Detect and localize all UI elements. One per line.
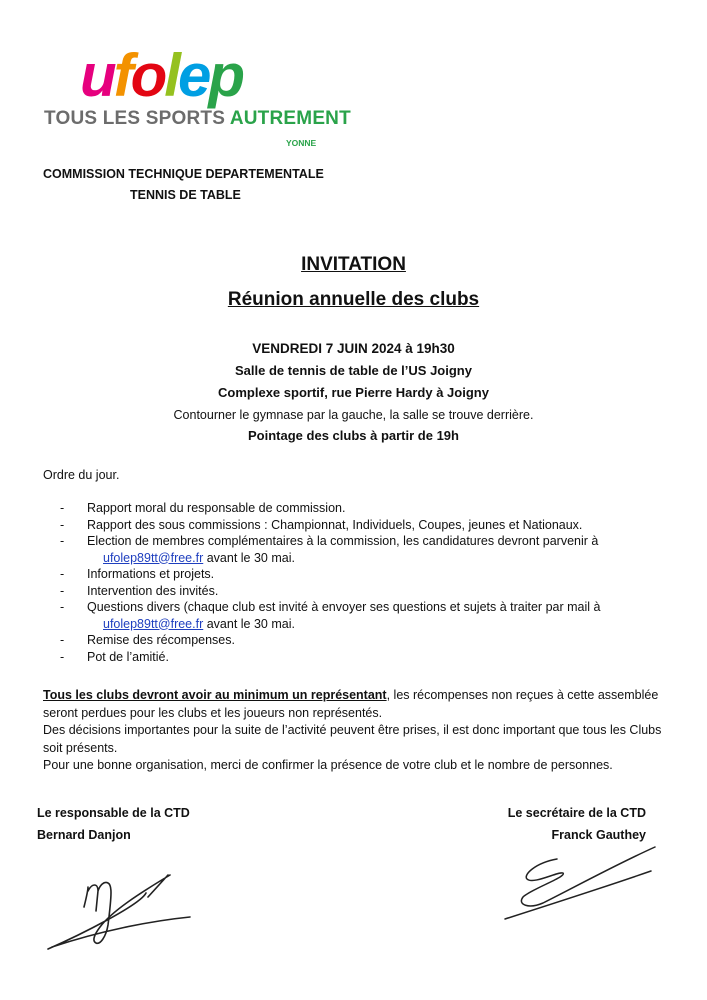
bullet-dash: - xyxy=(60,583,65,598)
meeting-title: Réunion annuelle des clubs xyxy=(227,289,480,310)
bullet-dash: - xyxy=(60,517,65,532)
commission-title: COMMISSION TECHNIQUE DEPARTEMENTALE xyxy=(43,167,324,181)
left-signatory-name: Bernard Danjon xyxy=(37,828,131,842)
agenda-item-text: Rapport moral du responsable de commission. xyxy=(87,501,346,515)
agenda-item xyxy=(60,500,660,517)
agenda-item xyxy=(60,649,660,666)
invitation-title: INVITATION xyxy=(301,254,406,275)
notice-line-1 xyxy=(43,687,663,722)
agenda-item xyxy=(60,566,660,583)
svg-text:ufolep: ufolep xyxy=(80,44,242,109)
agenda-item xyxy=(60,599,660,616)
handwritten-signature-right xyxy=(495,843,660,923)
agenda-item-text: Remise des récompenses. xyxy=(87,633,235,647)
handwritten-signature-left xyxy=(40,865,240,955)
agenda-item xyxy=(60,517,660,534)
agenda-item-text: Pot de l’amitié. xyxy=(87,649,169,664)
agenda-item-text: Informations et projets. xyxy=(87,567,215,581)
bullet-dash: - xyxy=(60,567,65,581)
left-signatory-role: Le responsable de la CTD xyxy=(37,806,190,820)
bullet-dash: - xyxy=(60,633,65,647)
commission-subtitle: TENNIS DE TABLE xyxy=(130,188,241,202)
agenda-item-continuation xyxy=(60,550,660,567)
notice-line-2: Des décisions importantes pour la suite de l’activité peuvent être prises, il est donc important que tous les Clubs soit présents. xyxy=(43,723,662,755)
logo-region: YONNE xyxy=(286,138,317,148)
bullet-dash: - xyxy=(60,649,65,664)
agenda-list xyxy=(60,500,660,665)
meeting-address: Complexe sportif, rue Pierre Hardy à Joigny xyxy=(218,385,489,400)
right-signatory-role: Le secrétaire de la CTD xyxy=(507,806,646,820)
notice-line-3: Pour une bonne organisation, merci de confirmer la présence de votre club et le nombre de personnes. xyxy=(43,758,613,772)
agenda-item xyxy=(60,632,660,649)
attendance-notice xyxy=(43,687,663,775)
meeting-date: VENDREDI 7 JUIN 2024 à 19h30 xyxy=(252,341,455,356)
check-in-time: Pointage des clubs à partir de 19h xyxy=(248,428,459,443)
logo-tagline xyxy=(44,108,351,130)
agenda-item-deadline: avant le 30 mai. xyxy=(203,550,295,565)
agenda-item xyxy=(60,533,660,550)
bullet-dash: - xyxy=(60,600,65,614)
logo-tagline-part2: AUTREMENT xyxy=(229,108,351,129)
right-signatory-name: Franck Gauthey xyxy=(551,828,646,842)
logo-tagline-part1: TOUS LES SPORTS xyxy=(44,108,230,129)
ufolep-logo xyxy=(78,44,278,116)
agenda-item-text: Intervention des invités. xyxy=(87,583,219,598)
agenda-item-text: Election de membres complémentaires à la commission, les candidatures devront parvenir à xyxy=(87,534,599,548)
agenda-heading: Ordre du jour. xyxy=(43,468,120,482)
email-link[interactable]: ufolep89tt@free.fr xyxy=(103,616,204,631)
agenda-item-deadline: avant le 30 mai. xyxy=(203,616,295,631)
notice-rest: , les récompenses non reçues à cette assemblée seront perdues pour les clubs et les joueurs non représentés. xyxy=(43,688,659,720)
access-instructions: Contourner le gymnase par la gauche, la salle se trouve derrière. xyxy=(173,408,534,422)
email-link[interactable]: ufolep89tt@free.fr xyxy=(103,550,204,565)
bullet-dash: - xyxy=(60,534,65,548)
agenda-item-text: Questions divers (chaque club est invité à envoyer ses questions et sujets à traiter par mail à xyxy=(87,600,601,614)
notice-emphasis: Tous les clubs devront avoir au minimum un représentant xyxy=(43,688,387,702)
agenda-item xyxy=(60,583,660,600)
agenda-item-text: Rapport des sous commissions : Championnat, Individuels, Coupes, jeunes et Nationaux. xyxy=(87,517,583,532)
meeting-venue: Salle de tennis de table de l’US Joigny xyxy=(235,363,472,378)
bullet-dash: - xyxy=(60,501,65,515)
agenda-item-continuation xyxy=(60,616,660,633)
